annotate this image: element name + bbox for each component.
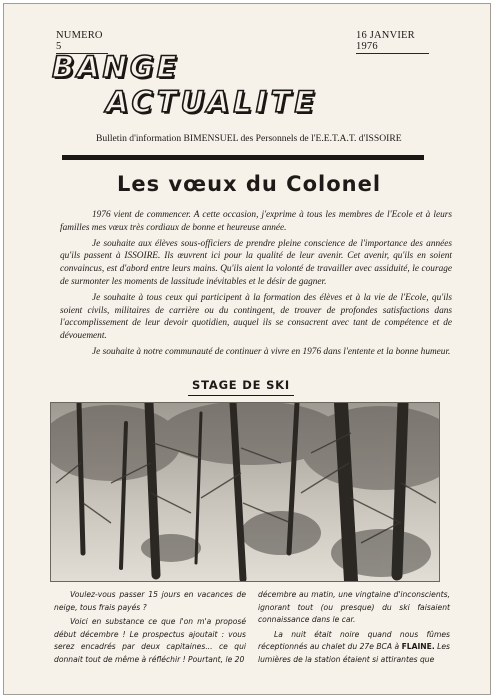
issue-number: NUMERO 5 bbox=[56, 30, 108, 54]
article-body bbox=[60, 209, 452, 362]
masthead-line-2: ACTUALITE bbox=[106, 85, 319, 119]
ski-paragraph: Voulez-vous passer 15 jours en vacances de neige, tous frais payés ? bbox=[54, 590, 246, 612]
place-name: FLAINE. bbox=[401, 642, 435, 652]
forest-photo bbox=[50, 402, 440, 582]
bulletin-subtitle: Bulletin d'information BIMENSUEL des Personnels de l'E.E.T.A.T. d'ISSOIRE bbox=[96, 133, 402, 144]
ski-text: La nuit était noire quand nous fûmes réceptionnés au chalet du 27e BCA à bbox=[258, 629, 450, 652]
ski-paragraph bbox=[258, 629, 450, 667]
article-paragraph: Je souhaite à tous ceux qui participent à la formation des élèves et à la vie de l'Ecole, qu'ils soient civils, militaires de carrière ou du contingent, de trouver de profondes satisfactions dans l'accomplissement de leur devoir quotidien, auquel ils se consacrent avec tant de compétence et de dévouement. bbox=[60, 292, 452, 342]
ski-column-right bbox=[258, 589, 450, 669]
ski-text: Les lumières de la station étaient si attirantes que bbox=[258, 642, 450, 664]
masthead-rule bbox=[62, 155, 424, 160]
section-rule bbox=[188, 395, 294, 396]
article-paragraph: 1976 vient de commencer. A cette occasion, j'exprime à tous les membres de l'Ecole et à leurs familles mes vœux très cordiaux de bonne et heureuse année. bbox=[60, 210, 452, 233]
article-headline: Les vœux du Colonel bbox=[116, 172, 382, 196]
ski-paragraph: décembre au matin, une vingtaine d'inconscients, ignorant tout (ou presque) du ski faisaient connaissance dans le car. bbox=[258, 590, 450, 625]
section-title: STAGE DE SKI bbox=[192, 378, 290, 392]
article-paragraph: Je souhaite aux élèves sous-officiers de prendre pleine conscience de l'importance des années qu'ils passent à ISSOIRE. Ils œuvrent ici pour la qualité de leur avenir. Cet avenir, qu'ils en soient convaincus, est d'abord entre leurs mains. Qu'ils aient la volonté de travailler avec assiduité, le courage de surmonter les moments de lassitude inévitables et le désir de gagner. bbox=[60, 238, 452, 287]
ski-paragraph: Voici en substance ce que l'on m'a proposé début décembre ! Le prospectus ajoutait : vous serez encadrés par deux capitaines... ce qui donnait tout de même à réfléchir ! Pourtant, le 20 bbox=[54, 617, 246, 664]
ski-column-left bbox=[54, 589, 246, 669]
newsletter-page bbox=[3, 3, 491, 695]
issue-date: 16 JANVIER 1976 bbox=[356, 30, 429, 54]
article-paragraph: Je souhaite à notre communauté de continuer à vivre en 1976 dans l'entente et la bonne humeur. bbox=[92, 346, 451, 357]
masthead-line-1: BANGE bbox=[52, 50, 180, 84]
